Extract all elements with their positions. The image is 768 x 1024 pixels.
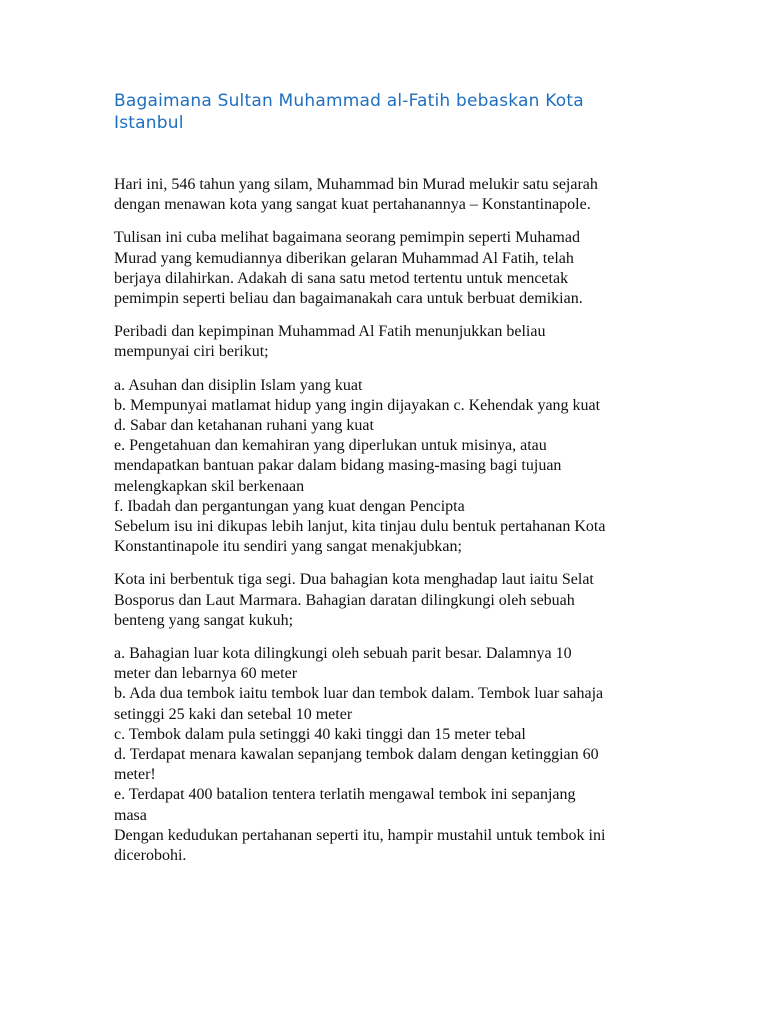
paragraph-traits-intro (114, 322, 674, 362)
paragraph-intro (114, 175, 674, 215)
list-item: meter dan lebarnya 60 meter (114, 665, 298, 683)
list-item: melengkapkan skil berkenaan (114, 477, 305, 495)
list-item: mendapatkan bantuan pakar dalam bidang masing-masing bagi tujuan (114, 457, 562, 475)
text-line: dicerobohi. (114, 847, 187, 865)
list-item: c. Tembok dalam pula setinggi 40 kaki tinggi dan 15 meter tebal (114, 725, 526, 743)
list-item: setinggi 25 kaki dan setebal 10 meter (114, 705, 353, 723)
list-item: d. Sabar dan ketahanan ruhani yang kuat (114, 417, 374, 435)
list-item: meter! (114, 766, 156, 784)
text-line: Murad yang kemudiannya diberikan gelaran Muhammad Al Fatih, telah (114, 249, 574, 267)
text-line: Tulisan ini cuba melihat bagaimana seorang pemimpin seperti Muhamad (114, 229, 580, 247)
text-line: Konstantinapole itu sendiri yang sangat menakjubkan; (114, 538, 462, 556)
document-body (114, 175, 674, 879)
document-title (114, 90, 674, 134)
text-line: Hari ini, 546 tahun yang silam, Muhammad bin Murad melukir satu sejarah (114, 176, 598, 193)
text-line: Bosporus dan Laut Marmara. Bahagian daratan dilingkungi oleh sebuah (114, 591, 575, 609)
title-line: Istanbul (114, 113, 184, 133)
list-item: a. Bahagian luar kota dilingkungi oleh sebuah parit besar. Dalamnya 10 (114, 645, 572, 663)
text-line: dengan menawan kota yang sangat kuat pertahanannya – Konstantinapole. (114, 196, 591, 214)
text-line: berjaya dilahirkan. Adakah di sana satu metod tertentu untuk mencetak (114, 269, 569, 287)
text-line: pemimpin seperti beliau dan bagaimanakah cara untuk berbuat demikian. (114, 290, 583, 308)
list-item: f. Ibadah dan pergantungan yang kuat dengan Pencipta (114, 497, 465, 515)
text-line: Peribadi dan kepimpinan Muhammad Al Fatih menunjukkan beliau (114, 323, 546, 341)
text-line: Dengan kedudukan pertahanan seperti itu, hampir mustahil untuk tembok ini (114, 826, 606, 844)
paragraph-defense-list (114, 644, 674, 866)
text-line: mempunyai ciri berikut; (114, 343, 269, 361)
title-line: Bagaimana Sultan Muhammad al-Fatih bebaskan Kota (114, 91, 584, 111)
text-line: Kota ini berbentuk tiga segi. Dua bahagian kota menghadap laut iaitu Selat (114, 571, 594, 589)
paragraph-city-shape (114, 570, 674, 631)
text-line: Sebelum isu ini dikupas lebih lanjut, kita tinjau dulu bentuk pertahanan Kota (114, 518, 606, 536)
paragraph-purpose (114, 228, 674, 309)
list-item: b. Mempunyai matlamat hidup yang ingin dijayakan c. Kehendak yang kuat (114, 396, 601, 414)
text-line: benteng yang sangat kukuh; (114, 611, 294, 629)
list-item: e. Terdapat 400 batalion tentera terlatih mengawal tembok ini sepanjang (114, 786, 576, 804)
list-item: b. Ada dua tembok iaitu tembok luar dan tembok dalam. Tembok luar sahaja (114, 685, 604, 703)
list-item: d. Terdapat menara kawalan sepanjang tembok dalam dengan ketinggian 60 (114, 746, 599, 764)
list-item: e. Pengetahuan dan kemahiran yang diperlukan untuk misinya, atau (114, 437, 547, 455)
list-item: a. Asuhan dan disiplin Islam yang kuat (114, 376, 363, 394)
paragraph-traits-list (114, 376, 674, 558)
list-item: masa (114, 806, 147, 824)
